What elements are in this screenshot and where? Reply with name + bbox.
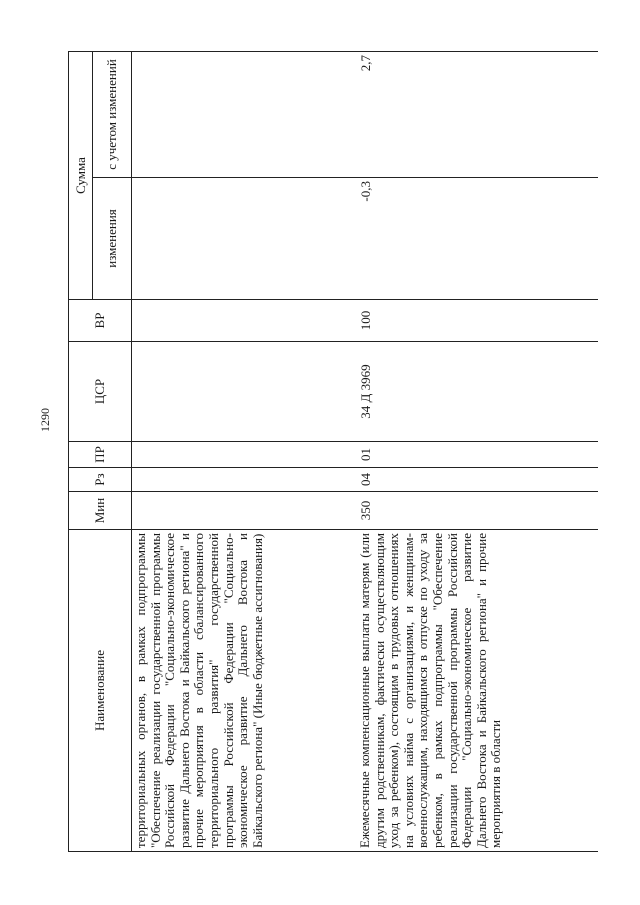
header-pr: ПР: [69, 442, 132, 468]
row-with-change: 2,7: [346, 52, 598, 178]
row-vr: [132, 300, 347, 342]
header-change: изменения: [93, 178, 132, 300]
header-with-change: с учетом изменений: [93, 52, 132, 178]
row-min: 350: [346, 492, 598, 530]
row-pr: 01: [346, 442, 598, 468]
budget-table-page: [68, 52, 633, 852]
header-rz: Рз: [69, 468, 132, 492]
row-vr: 100: [346, 300, 598, 342]
row-min: [132, 492, 347, 530]
row-rz: [132, 468, 347, 492]
row-change: -0,3: [346, 178, 598, 300]
header-min: Мин: [69, 492, 132, 530]
row-with-change: [132, 52, 347, 178]
header-sum: Сумма: [69, 52, 93, 300]
row-change: [132, 178, 347, 300]
row-pr: [132, 442, 347, 468]
row-csr: [132, 342, 347, 442]
row-rz: 04: [346, 468, 598, 492]
page-number: 1290: [38, 408, 52, 432]
row-name: Ежемесячные компенсационные выплаты матерям (или другим родственникам, фактически осуществляющим уход за ребенком), состоящим в трудовых отношениях на условиях найма с организациями, и женщинам-военнослужащим, находящимся в отпуске по уходу за ребенком, в рамках подпрограммы "Обеспечение реализации государственной программы Российской Федерации "Социально-экономическое развитие Дальнего Востока и Байкальского региона" и прочие мероприятия в области: [346, 530, 598, 852]
header-name: Наименование: [69, 530, 132, 852]
budget-table: [68, 51, 598, 852]
row-csr: 34 Д 3969: [346, 342, 598, 442]
header-csr: ЦСР: [69, 342, 132, 442]
header-vr: ВР: [69, 300, 132, 342]
row-name: территориальных органов, в рамках подпрограммы "Обеспечение реализации государственной программы Российской Федерации "Социально-экономическое развитие Дальнего Востока и Байкальского региона" и прочие мероприятия в области сбалансированного территориального развития" государственной программы Российской Федерации "Социально-экономическое развитие Дальнего Востока и Байкальского региона" (Иные бюджетные ассигнования): [132, 530, 347, 852]
table-row: [132, 52, 347, 852]
table-row: [346, 52, 598, 852]
